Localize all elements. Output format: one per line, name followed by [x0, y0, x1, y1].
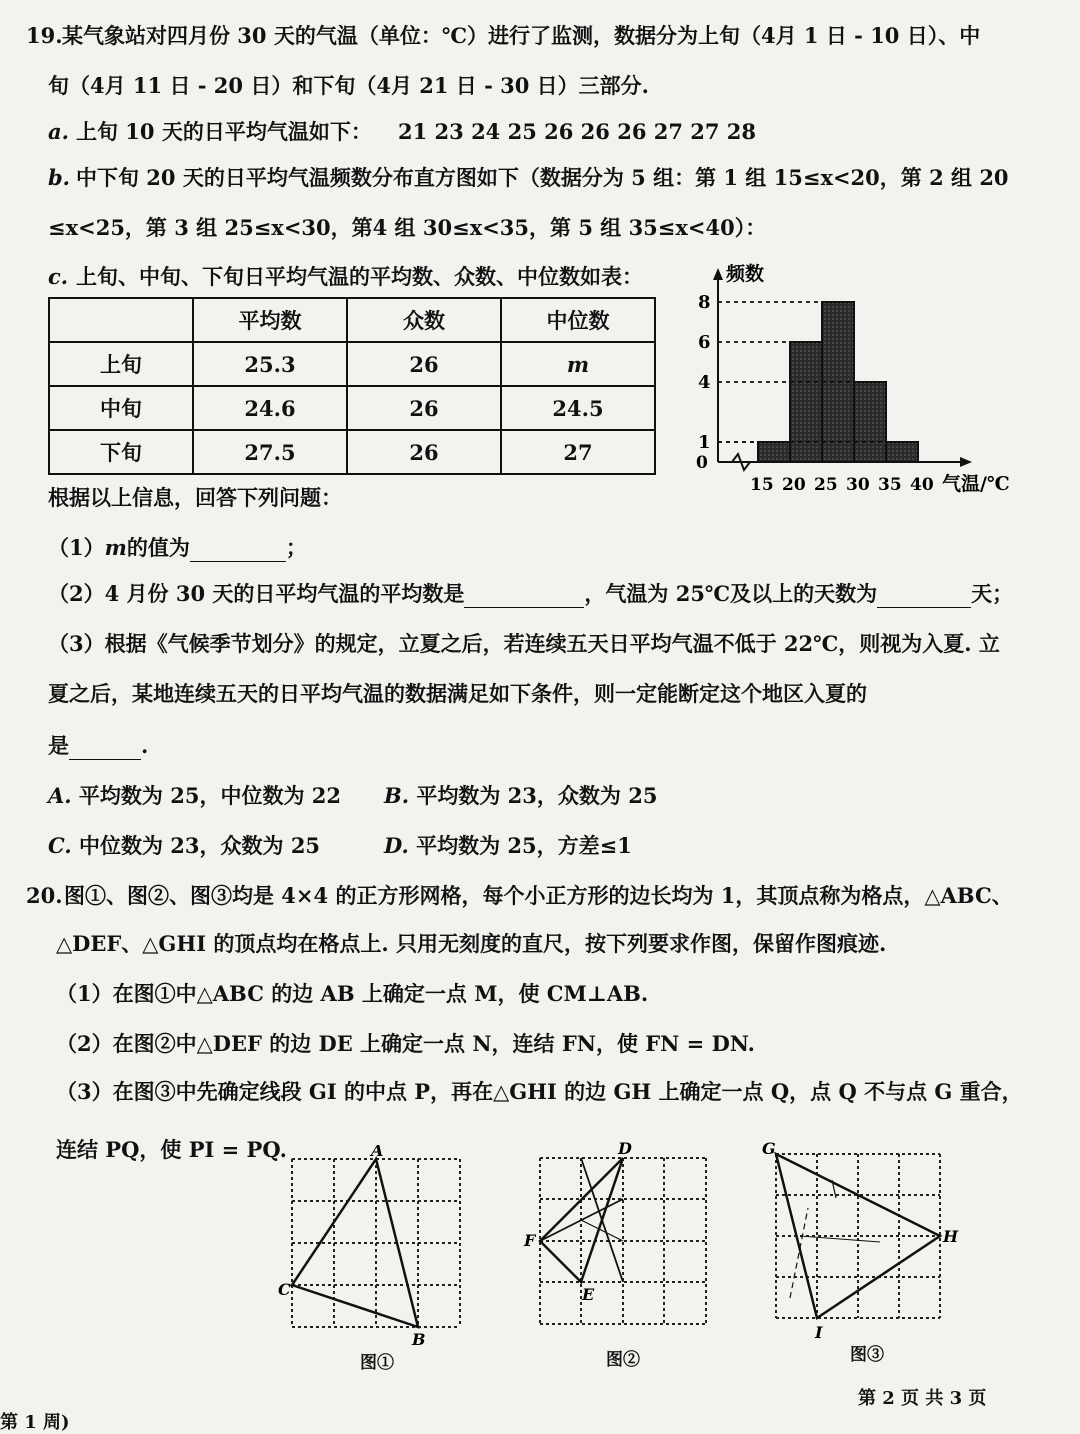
q20-part1: （1）在图①中△ABC 的边 AB 上确定一点 M，使 CM⊥AB. — [56, 981, 649, 1006]
figure-1-grid — [270, 1145, 480, 1365]
table-cell: 27.5 — [193, 430, 347, 474]
table-header-row — [49, 298, 655, 342]
histogram-ylabel: 频数 — [726, 263, 765, 285]
q19-part2-text: （2）4 月份 30 天的日平均气温的平均数是 — [48, 581, 465, 606]
point-i-label: I — [815, 1323, 823, 1342]
histogram-ytick-label: 4 — [698, 372, 711, 393]
table-cell: 中位数 — [501, 298, 655, 342]
q20-part4: 连结 PQ，使 PI = PQ. — [56, 1137, 287, 1162]
option-d-text: 平均数为 25，方差≤1 — [416, 833, 632, 858]
table-cell: 27 — [501, 430, 655, 474]
histogram-xtick-label: 20 — [782, 475, 806, 495]
histogram-xtick-label: 25 — [814, 475, 838, 495]
histogram-bar — [758, 442, 790, 462]
table-cell: 众数 — [347, 298, 501, 342]
option-b-label: B. — [384, 783, 410, 808]
histogram-zero-label: 0 — [696, 453, 708, 473]
point-c-label: C — [278, 1280, 291, 1299]
figure-1-caption: 图① — [360, 1353, 394, 1373]
option-c-label: C. — [48, 833, 72, 858]
histogram-ytick-label: 6 — [698, 332, 711, 353]
q19-part1-var: m — [104, 535, 127, 560]
table-cell: 26 — [347, 430, 501, 474]
q19-number: 19. — [26, 23, 63, 48]
q19-c-label: c. — [48, 264, 69, 289]
option-a-text: 平均数为 25，中位数为 22 — [78, 783, 341, 808]
figure-2-caption: 图② — [606, 1350, 640, 1370]
q19-part1-prefix: （1） — [48, 535, 105, 560]
table-cell — [49, 298, 193, 342]
table-cell: 上旬 — [49, 342, 193, 386]
answer-blank-1[interactable] — [190, 539, 286, 562]
table-row — [49, 386, 655, 430]
q20-line2: △DEF、△GHI 的顶点均在格点上. 只用无刻度的直尺，按下列要求作图，保留作图痕迹. — [56, 931, 887, 956]
option-a-label: A. — [48, 783, 72, 808]
table-cell: 25.3 — [193, 342, 347, 386]
table-cell: 26 — [347, 386, 501, 430]
point-h-label: H — [943, 1227, 959, 1246]
histogram-bar — [790, 342, 822, 462]
histogram-ytick-label: 8 — [698, 292, 711, 313]
figure-2-grid — [520, 1138, 720, 1348]
point-e-label: E — [582, 1285, 595, 1304]
table-row — [49, 342, 655, 386]
q20-part3: （3）在图③中先确定线段 GI 的中点 P，再在△GHI 的边 GH 上确定一点 Q，点 Q 不与点 G 重合， — [56, 1079, 1023, 1104]
q19-part1-text: 的值为 — [126, 535, 190, 560]
table-cell: m — [501, 342, 655, 386]
histogram-bar — [886, 442, 918, 462]
q19-intro-line1: 某气象站对四月份 30 天的气温（单位：℃）进行了监测，数据分为上旬（4月 1 日 - 10 日）、中 — [62, 23, 981, 48]
option-c — [48, 832, 320, 860]
table-cell: 26 — [347, 342, 501, 386]
week-label: 第 1 周) — [0, 1412, 70, 1433]
table-cell: 24.6 — [193, 386, 347, 430]
q19-part2-end: 天； — [971, 581, 1014, 606]
q19-part1 — [48, 534, 307, 562]
table-row — [49, 430, 655, 474]
q19-part1-end: ； — [285, 535, 307, 560]
point-a-label: A — [371, 1145, 384, 1160]
point-d-label: D — [618, 1139, 632, 1158]
q19-a-text: 上旬 10 天的日平均气温如下： — [76, 119, 372, 144]
q19-b-line2: ≤x<25，第 3 组 25≤x<30，第4 组 30≤x<35，第 5 组 35≤x<40）： — [48, 215, 767, 240]
histogram-xtick-label: 40 — [910, 475, 934, 495]
answer-blank-2b[interactable] — [877, 585, 971, 608]
histogram-xlabel: 气温/℃ — [942, 473, 1010, 495]
q19-part3-line3-text: 是 — [48, 733, 69, 758]
q19-c-text: 上旬、中旬、下旬日平均气温的平均数、众数、中位数如表： — [76, 264, 643, 289]
q19-part3-end: . — [141, 733, 149, 758]
table-cell: 24.5 — [501, 386, 655, 430]
table-cell: 中旬 — [49, 386, 193, 430]
table-cell: 下旬 — [49, 430, 193, 474]
option-a — [48, 782, 341, 810]
q20-number: 20. — [26, 883, 63, 908]
point-g-label: G — [762, 1139, 776, 1158]
answer-blank-3[interactable] — [69, 737, 141, 760]
page-number: 第 2 页 共 3 页 — [858, 1388, 987, 1409]
table-cell: 平均数 — [193, 298, 347, 342]
answer-blank-2a[interactable] — [464, 585, 584, 608]
histogram-chart — [680, 262, 1030, 502]
option-b-text: 平均数为 23，众数为 25 — [416, 783, 658, 808]
option-d-label: D. — [384, 833, 409, 858]
histogram-bar — [854, 382, 886, 462]
histogram-xtick-label: 30 — [846, 475, 870, 495]
q19-b-label: b. — [48, 165, 70, 190]
q19-a-values: 21 23 24 25 26 26 26 27 27 28 — [398, 119, 757, 144]
q19-intro-line2: 旬（4月 11 日 - 20 日）和下旬（4月 21 日 - 30 日）三部分. — [48, 73, 649, 98]
q20-part2: （2）在图②中△DEF 的边 DE 上确定一点 N，连结 FN，使 FN = DN. — [56, 1031, 755, 1056]
point-f-label: F — [524, 1231, 536, 1250]
point-b-label: B — [412, 1330, 426, 1349]
histogram-ytick-label: 1 — [698, 432, 711, 453]
q19-part3-line3 — [48, 732, 148, 760]
option-c-text: 中位数为 23，众数为 25 — [78, 833, 321, 858]
q19-part2-mid: ，气温为 25℃及以上的天数为 — [584, 581, 878, 606]
option-d — [384, 832, 632, 860]
q20-line1: 图①、图②、图③均是 4×4 的正方形网格，每个小正方形的边长均为 1，其顶点称为格点，△ABC、 — [64, 883, 1013, 908]
q19-a-label: a. — [48, 119, 69, 144]
figure-3-grid — [760, 1138, 970, 1343]
q19-follow: 根据以上信息，回答下列问题： — [48, 485, 342, 510]
q19-b-line1: 中下旬 20 天的日平均气温频数分布直方图如下（数据分为 5 组：第 1 组 15≤x<20，第 2 组 20 — [76, 165, 1009, 190]
histogram-xtick-label: 15 — [750, 475, 774, 495]
q19-part3-line1: （3）根据《气候季节划分》的规定，立夏之后，若连续五天日平均气温不低于 22℃，则视为入夏. 立 — [48, 631, 1000, 656]
stats-table — [48, 297, 656, 475]
q19-part2 — [48, 580, 1013, 608]
figure-3-caption: 图③ — [850, 1345, 884, 1365]
histogram-xtick-label: 35 — [878, 475, 902, 495]
option-b — [384, 782, 657, 810]
q19-part3-line2: 夏之后，某地连续五天的日平均气温的数据满足如下条件，则一定能断定这个地区入夏的 — [48, 681, 867, 706]
